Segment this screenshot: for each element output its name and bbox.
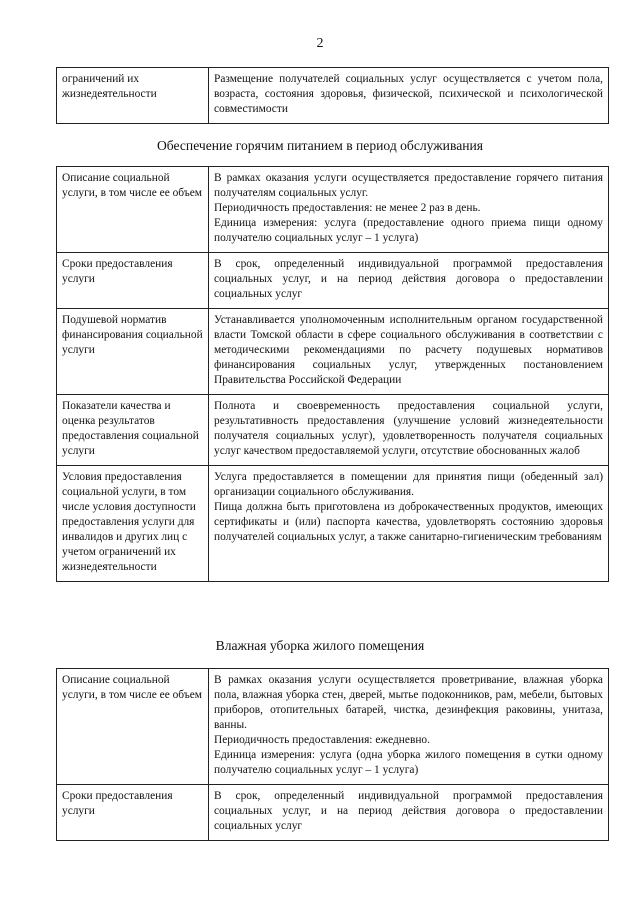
row-label: Сроки предоставления услуги [57,785,209,841]
continued-table [56,67,609,124]
hot-meals-table [56,166,609,582]
section-title-hot-meals: Обеспечение горячим питанием в период обслуживания [156,138,484,153]
row-paragraph: Услуга предоставляется в помещении для принятия пищи (обеденный зал) организации социального обслуживания. [214,471,603,498]
row-label: Условия предоставления социальной услуги, в том числе условия доступности предоставления услуги для инвалидов и других лиц с учетом ограничений их жизнедеятельности [57,466,209,582]
row-content [209,253,609,309]
row-label: Подушевой норматив финансирования социальной услуги [57,309,209,395]
row-paragraph: В рамках оказания услуги осуществляется проветривание, влажная уборка пола, влажная уборка стен, дверей, мытье подоконников, рам, мебели, бытовых приборов, отопительных батарей, чистка, дезинфекция раковины, унитаза, ванны. [214,674,603,731]
row-paragraph: В рамках оказания услуги осуществляется предоставление горячего питания получателям социальных услуг. [214,172,603,199]
row-content [209,669,609,785]
row-content [209,167,609,253]
row-paragraph: Устанавливается уполномоченным исполнительным органом государственной власти Томской области в сфере социального обслуживания в соответствии с методическими рекомендациями по расчету подушевых нормативов финансирования социальных услуг, утвержденных постановлением Правительства Российской Федерации [214,314,603,386]
table-row [57,167,609,253]
row-label: Показатели качества и оценка результатов предоставления социальной услуги [57,395,209,466]
row-paragraph: Пища должна быть приготовлена из доброкачественных продуктов, имеющих сертификаты и (или) паспорта качества, удовлетворять состоянию здоровья получателей социальных услуг, а также санитарно-гигиеническим требованиям [214,501,603,543]
row-content [209,68,609,124]
section-title-wet-cleaning: Влажная уборка жилого помещения [215,638,425,653]
table-row [57,253,609,309]
table-row [57,68,609,124]
row-content [209,785,609,841]
table-row [57,669,609,785]
row-label: Описание социальной услуги, в том числе ее объем [57,167,209,253]
wet-cleaning-table [56,668,609,841]
row-content [209,309,609,395]
row-paragraph: Размещение получателей социальных услуг осуществляется с учетом пола, возраста, состояния здоровья, физической, психической и психологической совместимости [214,73,603,115]
page-number: 2 [316,36,324,51]
row-content [209,395,609,466]
table-row [57,309,609,395]
row-content [209,466,609,582]
row-paragraph: Единица измерения: услуга (предоставление одного приема пищи одному получателю социальных услуг – 1 услуга) [214,217,603,244]
row-paragraph: Периодичность предоставления: не менее 2 раз в день. [214,202,481,214]
row-paragraph: В срок, определенный индивидуальной программой предоставления социальных услуг, и на период действия договора о предоставлении социальных услуг [214,258,603,300]
table-row [57,395,609,466]
row-label: Описание социальной услуги, в том числе ее объем [57,669,209,785]
table-row [57,466,609,582]
row-paragraph: В срок, определенный индивидуальной программой предоставления социальных услуг, и на период действия договора о предоставлении социальных услуг [214,790,603,832]
row-label: ограничений их жизнедеятельности [57,68,209,124]
row-paragraph: Единица измерения: услуга (одна уборка жилого помещения в сутки одному получателю социальных услуг – 1 услуга) [214,749,603,776]
table-row [57,785,609,841]
row-paragraph: Периодичность предоставления: ежедневно. [214,734,430,746]
row-paragraph: Полнота и своевременность предоставления социальной услуги, результативность предоставления (улучшение условий жизнедеятельности получателя социальных услуг), удовлетворенность получателя социальных услуг качеством предоставляемой услуги, отсутствие обоснованных жалоб [214,400,603,457]
row-label: Сроки предоставления услуги [57,253,209,309]
